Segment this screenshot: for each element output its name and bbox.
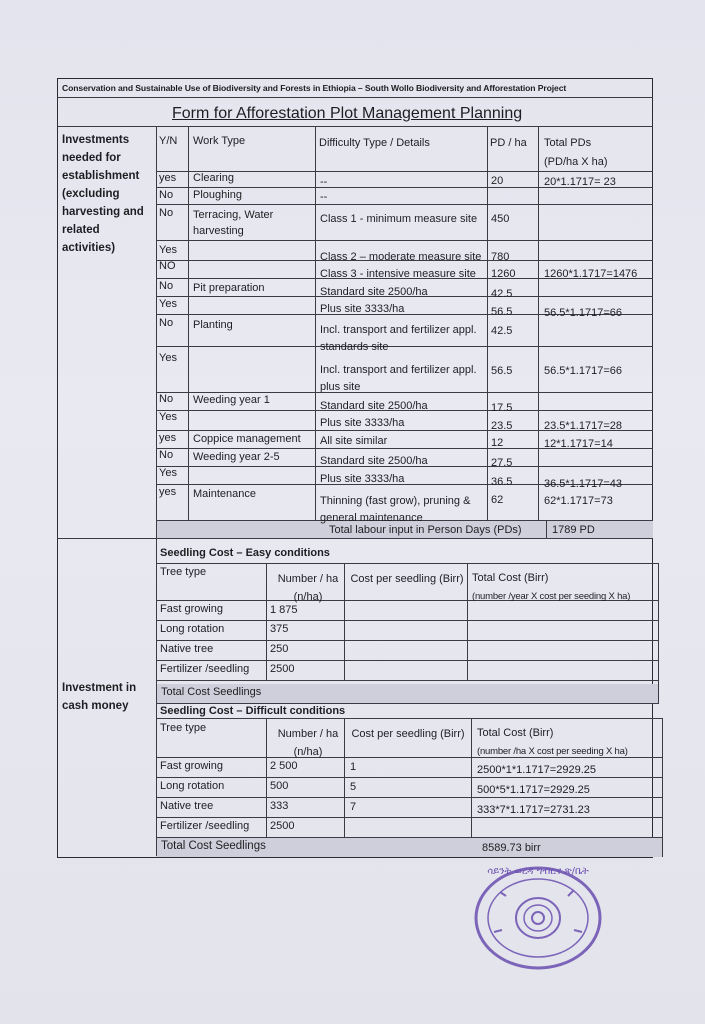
difficult-total-cell: 2500*1*1.1717=2929.25 bbox=[477, 764, 596, 776]
yn-cell: Yes bbox=[159, 467, 177, 479]
detail-cell: Plus site 3333/ha bbox=[320, 473, 405, 485]
detail-cell: Class 1 - minimum measure site bbox=[320, 213, 478, 225]
easy-tree-cell: Fast growing bbox=[160, 603, 223, 615]
pd-cell: 56.5 bbox=[491, 306, 513, 318]
yn-cell: yes bbox=[159, 432, 177, 444]
difficult-heading: Seedling Cost – Difficult conditions bbox=[160, 705, 346, 717]
pd-cell: 42.5 bbox=[491, 325, 513, 337]
pd-cell: 12 bbox=[491, 437, 504, 449]
difficult-total-cell: 500*5*1.1717=2929.25 bbox=[477, 784, 590, 796]
yn-header: Y/N bbox=[159, 135, 178, 147]
pd-cell: 27.5 bbox=[491, 457, 513, 469]
total-cell: 20*1.1717= 23 bbox=[544, 176, 616, 188]
difficult-cost-cell: 7 bbox=[350, 801, 357, 813]
work-cell: Weeding year 2-5 bbox=[193, 451, 280, 463]
detail-cell: Plus site 3333/ha bbox=[320, 417, 405, 429]
work-cell: Coppice management bbox=[193, 433, 301, 445]
total-cell: 62*1.1717=73 bbox=[544, 495, 613, 507]
detail-cell: Incl. transport and fertilizer appl. standards site bbox=[320, 324, 477, 353]
difficult-col-tree: Tree type bbox=[160, 722, 207, 734]
yn-cell: No bbox=[159, 393, 174, 405]
pd-cell: 42.5 bbox=[491, 288, 513, 300]
pd-cell: 62 bbox=[491, 494, 504, 506]
work-cell: Terracing, Water harvesting bbox=[193, 209, 274, 237]
detail-cell: -- bbox=[320, 191, 328, 203]
official-stamp bbox=[470, 862, 606, 972]
yn-cell: No bbox=[159, 189, 174, 201]
pd-cell: 17.5 bbox=[491, 402, 513, 414]
detail-cell: Plus site 3333/ha bbox=[320, 303, 405, 315]
form-title: Form for Afforestation Plot Management Planning bbox=[172, 105, 523, 122]
difficult-col-number: Number / ha (n/ha) bbox=[277, 728, 339, 758]
difficult-total-value: 8589.73 birr bbox=[482, 842, 541, 854]
detail-cell: Standard site 2500/ha bbox=[320, 286, 428, 298]
labour-total-label: Total labour input in Person Days (PDs) bbox=[329, 524, 522, 536]
easy-heading: Seedling Cost – Easy conditions bbox=[160, 547, 330, 559]
cash-section-label: Investment in cash money bbox=[62, 682, 137, 712]
yn-cell: NO bbox=[159, 260, 176, 272]
pd-cell: 780 bbox=[491, 251, 510, 263]
easy-tree-cell: Native tree bbox=[160, 643, 214, 655]
easy-col-tree: Tree type bbox=[160, 566, 207, 578]
work-cell: Clearing bbox=[193, 172, 234, 184]
yn-cell: Yes bbox=[159, 244, 177, 256]
difficult-total-label: Total Cost Seedlings bbox=[161, 840, 266, 852]
total-cell: 12*1.1717=14 bbox=[544, 438, 613, 450]
easy-col-total: Total Cost (Birr) bbox=[472, 572, 549, 584]
difficult-col-cost: Cost per seedling (Birr) bbox=[351, 728, 465, 740]
pd-cell: 450 bbox=[491, 213, 510, 225]
work-cell: Ploughing bbox=[193, 189, 242, 201]
detail-cell: -- bbox=[320, 176, 328, 188]
difficult-tree-cell: Fertilizer /seedling bbox=[160, 820, 250, 832]
total-pds-formula: (PD/ha X ha) bbox=[544, 156, 608, 168]
project-name: Conservation and Sustainable Use of Biodiversity and Forests in Ethiopia – South Wollo Biodiversity and Afforestation Project bbox=[62, 83, 567, 93]
detail-cell: Class 2 – moderate measure site bbox=[320, 251, 482, 263]
investments-label: Investments needed for establishment (excluding harvesting and related activities) bbox=[62, 134, 144, 254]
difficult-col-total: Total Cost (Birr) bbox=[477, 727, 554, 739]
work-cell: Planting bbox=[193, 319, 233, 331]
work-cell: Maintenance bbox=[193, 488, 256, 500]
yn-cell: No bbox=[159, 207, 174, 219]
total-cell: 56.5*1.1717=66 bbox=[544, 365, 622, 377]
difficult-number-cell: 2500 bbox=[270, 820, 295, 832]
difficult-total-cell: 333*7*1.1717=2731.23 bbox=[477, 804, 590, 816]
yn-cell: No bbox=[159, 317, 174, 329]
work-cell: Pit preparation bbox=[193, 282, 265, 294]
easy-tree-cell: Long rotation bbox=[160, 623, 225, 635]
detail-cell: Standard site 2500/ha bbox=[320, 400, 428, 412]
easy-number-cell: 1 875 bbox=[270, 604, 298, 616]
total-cell: 1260*1.1717=1476 bbox=[544, 268, 638, 280]
pd-cell: 20 bbox=[491, 175, 504, 187]
detail-cell: Incl. transport and fertilizer appl. plus site bbox=[320, 364, 477, 393]
detail-cell: All site similar bbox=[320, 435, 388, 447]
pd-ha-header: PD / ha bbox=[490, 137, 527, 149]
easy-number-cell: 250 bbox=[270, 643, 289, 655]
pd-cell: 56.5 bbox=[491, 365, 513, 377]
labour-total-value: 1789 PD bbox=[552, 524, 595, 536]
yn-cell: yes bbox=[159, 172, 177, 184]
difficult-col-total-formula: (number /ha X cost per seeding X ha) bbox=[477, 746, 628, 757]
easy-number-cell: 375 bbox=[270, 623, 289, 635]
pd-cell: 1260 bbox=[491, 268, 516, 280]
yn-cell: No bbox=[159, 280, 174, 292]
detail-cell: Standard site 2500/ha bbox=[320, 455, 428, 467]
yn-cell: yes bbox=[159, 486, 177, 498]
yn-cell: Yes bbox=[159, 298, 177, 310]
total-cell: 23.5*1.1717=28 bbox=[544, 420, 622, 432]
difficult-tree-cell: Native tree bbox=[160, 800, 214, 812]
pd-cell: 36.5 bbox=[491, 476, 513, 488]
difficult-tree-cell: Long rotation bbox=[160, 780, 225, 792]
work-cell: Weeding year 1 bbox=[193, 394, 270, 406]
easy-total-label: Total Cost Seedlings bbox=[161, 686, 262, 698]
difficulty-header: Difficulty Type / Details bbox=[319, 137, 430, 149]
difficult-number-cell: 333 bbox=[270, 800, 289, 812]
total-pds-header: Total PDs bbox=[544, 137, 592, 149]
stamp-text: ሳይንት ወረዳ ግብርና ጽ/ቤት bbox=[487, 866, 589, 877]
pd-cell: 23.5 bbox=[491, 420, 513, 432]
difficult-number-cell: 500 bbox=[270, 780, 289, 792]
detail-cell: Thinning (fast grow), pruning & general maintenance bbox=[320, 495, 471, 524]
easy-tree-cell: Fertilizer /seedling bbox=[160, 663, 250, 675]
total-cell: 36.5*1.1717=43 bbox=[544, 478, 622, 490]
easy-number-cell: 2500 bbox=[270, 663, 295, 675]
detail-cell: Class 3 - intensive measure site bbox=[320, 268, 476, 280]
yn-cell: Yes bbox=[159, 352, 177, 364]
difficult-cost-cell: 1 bbox=[350, 761, 357, 773]
difficult-cost-cell: 5 bbox=[350, 781, 357, 793]
difficult-tree-cell: Fast growing bbox=[160, 760, 223, 772]
total-cell: 56.5*1.1717=66 bbox=[544, 307, 622, 319]
yn-cell: No bbox=[159, 449, 174, 461]
easy-col-total-formula: (number /year X cost per seeding X ha) bbox=[472, 591, 631, 602]
easy-col-number: Number / ha (n/ha) bbox=[277, 573, 339, 603]
yn-cell: Yes bbox=[159, 411, 177, 423]
work-type-header: Work Type bbox=[193, 135, 246, 147]
easy-col-cost: Cost per seedling (Birr) bbox=[350, 573, 464, 585]
difficult-number-cell: 2 500 bbox=[270, 760, 298, 772]
